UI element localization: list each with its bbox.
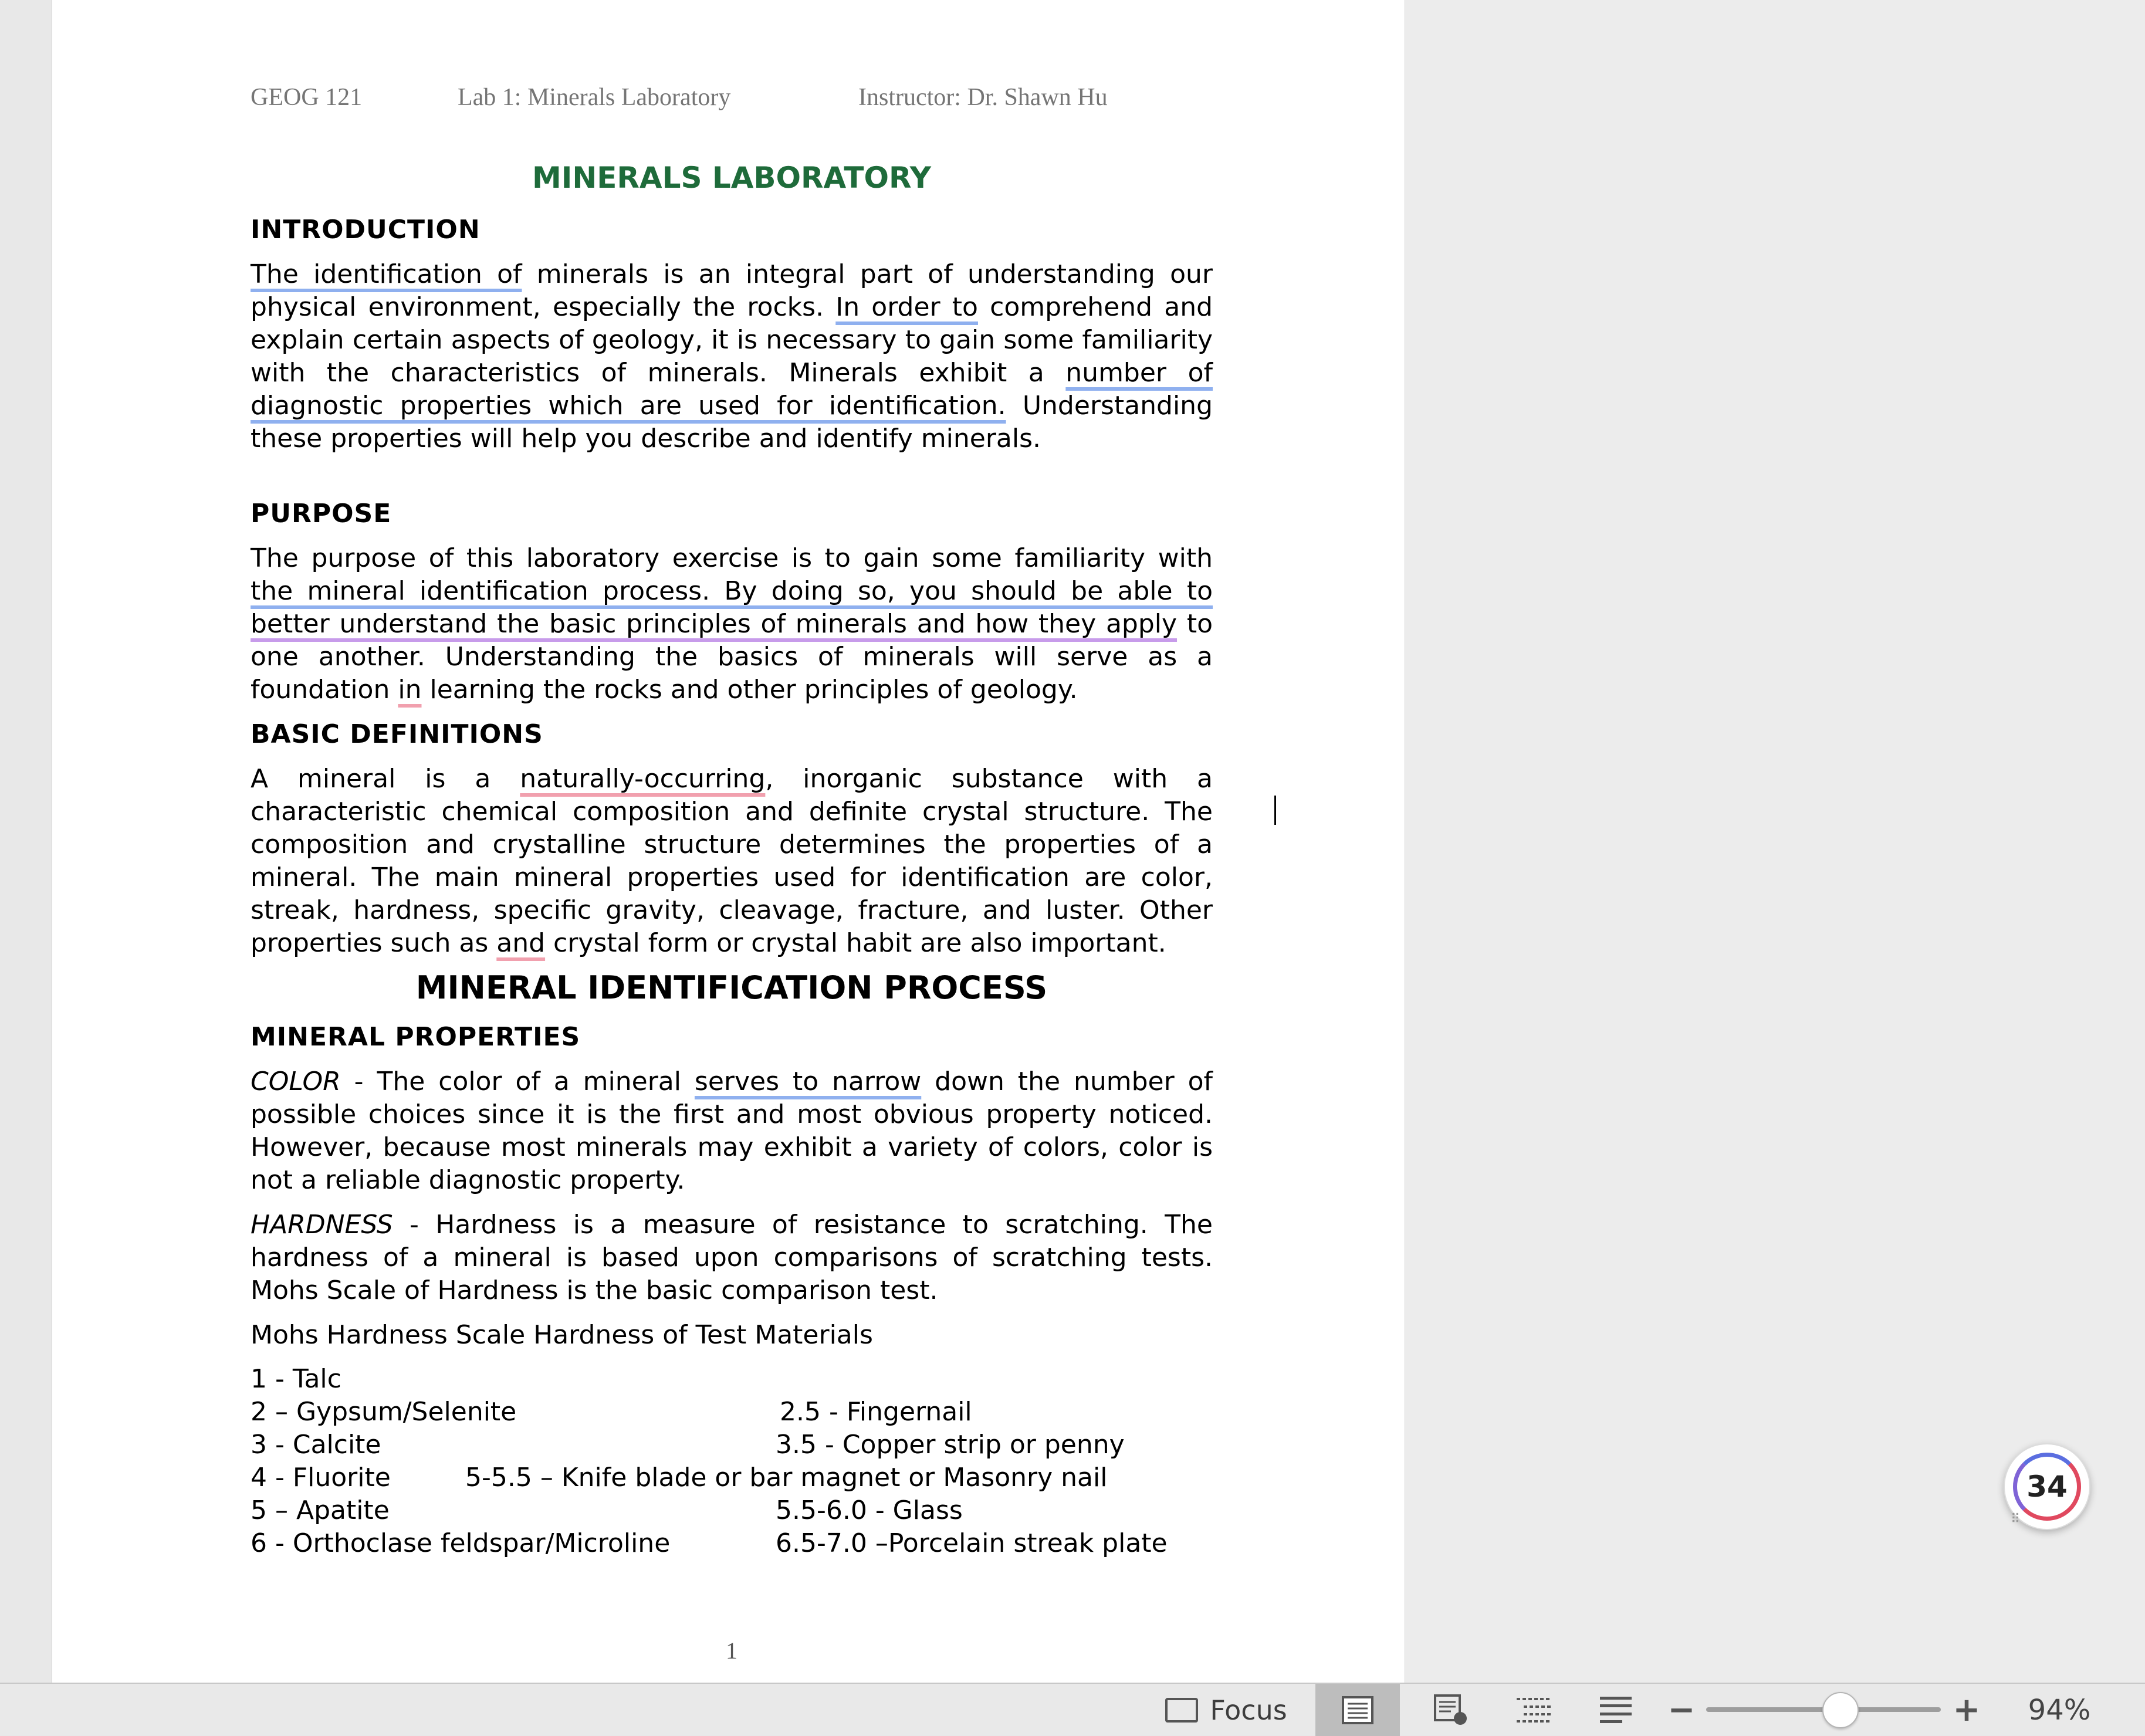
outline-icon xyxy=(1515,1697,1552,1724)
workspace-left-margin xyxy=(0,0,52,1683)
header-lab: Lab 1: Minerals Laboratory xyxy=(458,84,731,111)
focus-label: Focus xyxy=(1210,1694,1287,1726)
scale-mineral-3: 3 - Calcite xyxy=(251,1430,381,1460)
heading-basic-definitions: BASIC DEFINITIONS xyxy=(251,719,543,749)
heading-mineral-properties: MINERAL PROPERTIES xyxy=(251,1022,581,1052)
text-cursor xyxy=(1267,796,1276,825)
term-color: COLOR xyxy=(251,1067,341,1097)
paragraph-color: COLOR - The color of a mineral serves to narrow down the number of possible choices since it is the first and most obvious property noticed. However, because most minerals may exhibit a variety of colors, color is not a reliable diagnostic property. xyxy=(251,1067,1213,1195)
zoom-slider-knob[interactable] xyxy=(1822,1692,1859,1728)
heading-introduction: INTRODUCTION xyxy=(251,215,481,245)
scale-test-4: 5-5.5 – Knife blade or bar magnet or Masonry nail xyxy=(465,1463,1108,1493)
scale-test-5: 5.5-6.0 - Glass xyxy=(776,1495,963,1525)
zoom-in-button[interactable]: + xyxy=(1953,1691,1981,1729)
zoom-slider[interactable] xyxy=(1706,1684,1941,1736)
grammar-assistant-badge[interactable] xyxy=(2004,1443,2090,1530)
web-layout-view-button[interactable] xyxy=(1416,1684,1487,1736)
document-page[interactable] xyxy=(52,0,1405,1683)
paragraph-introduction: The identification of minerals is an integral part of understanding our physical environment, especially the rocks. In order to comprehend and explain certain aspects of geology, it is necessary to gain some familiarity with the characteristics of minerals. Minerals exhibit a number of diagnostic properties which are used for identification. Understanding these properties will help you describe and identify minerals. xyxy=(251,259,1213,454)
header-instructor: Instructor: Dr. Shawn Hu xyxy=(858,84,1108,111)
focus-icon xyxy=(1165,1698,1198,1723)
print-layout-icon xyxy=(1341,1696,1374,1725)
zoom-out-button[interactable]: − xyxy=(1667,1691,1696,1729)
focus-button[interactable] xyxy=(1156,1684,1297,1736)
draft-view-button[interactable] xyxy=(1581,1684,1651,1736)
heading-purpose: PURPOSE xyxy=(251,499,392,529)
paragraph-definitions: A mineral is a naturally-occurring, inorganic substance with a characteristic chemical composition and definite crystal structure. The composition and crystalline structure determines the properties of a mineral. The main mineral properties used for identification are color, streak, hardness, specific gravity, cleavage, fracture, and luster. Other properties such as and crystal form or crystal habit are also important. xyxy=(251,764,1213,958)
grammar-suggestion[interactable]: the mineral identification process. By doing so, you should be able to xyxy=(251,576,1213,606)
web-layout-icon xyxy=(1433,1694,1470,1727)
spelling-suggestion[interactable]: and xyxy=(496,928,546,958)
grammar-suggestion[interactable]: serves to narrow xyxy=(694,1067,922,1097)
outline-view-button[interactable] xyxy=(1498,1684,1569,1736)
draft-icon xyxy=(1600,1697,1632,1724)
document-title: MINERALS LABORATORY xyxy=(532,161,931,195)
badge-count: 34 xyxy=(2026,1470,2068,1504)
page-number: 1 xyxy=(726,1637,737,1664)
scale-mineral-6: 6 - Orthoclase feldspar/Microline xyxy=(251,1528,671,1558)
zoom-level[interactable]: 94% xyxy=(2028,1693,2091,1727)
drag-handle-icon[interactable]: ⠿ xyxy=(2011,1512,2021,1527)
scale-mineral-1: 1 - Talc xyxy=(251,1364,341,1394)
paragraph-hardness: HARDNESS - Hardness is a measure of resistance to scratching. The hardness of a mineral is based upon comparisons of scratching tests. Mohs Scale of Hardness is the basic comparison test. xyxy=(251,1210,1213,1305)
status-bar xyxy=(0,1683,2145,1735)
scale-caption: Mohs Hardness Scale Hardness of Test Materials xyxy=(251,1320,873,1350)
scale-test-3: 3.5 - Copper strip or penny xyxy=(776,1430,1125,1460)
heading-identification-process: MINERAL IDENTIFICATION PROCESS xyxy=(415,969,1048,1006)
term-hardness: HARDNESS xyxy=(251,1210,393,1240)
scale-mineral-5: 5 – Apatite xyxy=(251,1495,390,1525)
grammar-suggestion[interactable]: number of diagnostic properties which are used for identification. xyxy=(251,358,1213,421)
grammar-suggestion[interactable]: In order to xyxy=(835,292,978,322)
spelling-suggestion[interactable]: naturally-occurring xyxy=(520,764,766,794)
header-course: GEOG 121 xyxy=(251,84,363,111)
style-suggestion[interactable]: better understand the basic principles of minerals and how they apply xyxy=(251,609,1178,639)
grammar-suggestion[interactable]: The identification of xyxy=(251,259,522,289)
spelling-suggestion[interactable]: in xyxy=(398,675,422,705)
scale-test-6: 6.5-7.0 –Porcelain streak plate xyxy=(776,1528,1168,1558)
scale-test-2: 2.5 - Fingernail xyxy=(780,1397,972,1427)
print-layout-view-button[interactable] xyxy=(1315,1684,1400,1736)
page-header xyxy=(251,83,1213,119)
scale-mineral-4: 4 - Fluorite xyxy=(251,1463,391,1493)
paragraph-purpose: The purpose of this laboratory exercise is to gain some familiarity with the mineral identification process. By doing so, you should be able to better understand the basic principles of minerals and how they apply to one another. Understanding the basics of minerals will serve as a foundation in learning the rocks and other principles of geology. xyxy=(251,543,1213,705)
scale-mineral-2: 2 – Gypsum/Selenite xyxy=(251,1397,517,1427)
workspace-right-area xyxy=(1405,0,2145,1683)
